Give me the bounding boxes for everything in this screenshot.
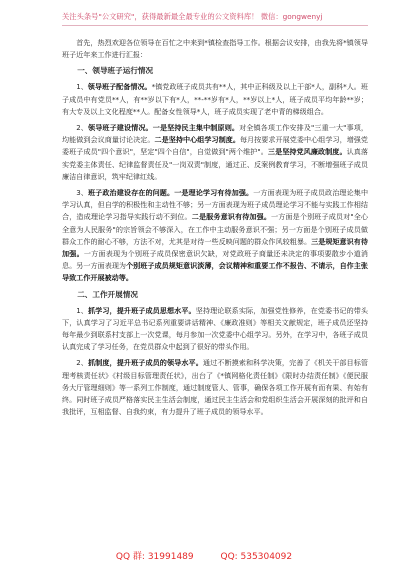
section-heading-1: 一、领导班子运行情况 — [77, 66, 154, 76]
paragraph-5: 2、抓制度，提升班子成员的领导水平。通过不断摸索和科学决策，完善了《机关干部目标管理考核责任状》《村级目标管理责任状》，出台了《*镇网格化责任制》《限时办结责任制》《便民服务大厅管理细则》等一系列工作制度，通过制度管人、管事，确保各项工作开展有而有果、有始有终。同时班子成员严格落实民主生活会制度，通过民主生活会和党组织生活会开展深刻的批评和自我批评，互相监督、自我约束，有力提升了班子成员的领导水平。 — [62, 358, 368, 417]
document-body — [62, 37, 368, 536]
paragraph-2: 2、领导班子建设情况。一是坚持民主集中制原则。对全镇各项工作安排及"三重一大"事项，均能做到会议商量讨论决定。二是坚持中心组学习制度。每月按要求开展党委中心组学习，增强党委班子成员"四个意识"，坚定"四个自信"，自觉做到"两个维护"。三是坚持党风廉政制度。认真落实党委主体责任、纪律监督责任及"一岗双责"制度，通过正、反案例教育学习，不断增强班子成员廉洁自律意识，筑牢纪律红线。 — [62, 123, 368, 181]
intro-paragraph: 首先，热烈欢迎各位领导在百忙之中来到*镇检查指导工作。根据会议安排，由我先将*镇领导班子近年来工作进行汇报： — [62, 38, 368, 60]
paragraph-4: 1、抓学习，提升班子成员思想水平。坚持理论联系实际，加强党性修养，在党委书记的带头下，认真学习了习近平总书记系列重要讲话精神、《廉政准则》等相关文献规定，班子成员还坚持每年最少到联系村支部上一次党课，每月参加一次党委中心组学习。另外，在学习中，各班子成员认真完成了学习任务，在党员群众中起到了很好的带头作用。 — [62, 305, 368, 352]
section-heading-2: 二、工作开展情况 — [77, 289, 138, 299]
paragraph-3: 3、班子政治建设存在的问题。一是理论学习有待加强。一方面表现为班子成员政治理论集中学习认真，但自学的积极性和主动性不够；另一方面表现为班子成员理论学习不能与实践工作相结合，造成理论学习指导实践行动不到位。二是服务意识有待加强。一方面是个别班子成员对"全心全意为人民服务"的宗旨领会不够深入，在工作中主动服务意识不强；另一方面是个别班子成员做群众工作的耐心不够，方法不对，尤其是对待一些反映问题的群众作风较粗暴。三是规矩意识有待加强。一方面表现为个别班子成员保密意识欠缺，对党政班子商量还未决定的事项要散步小道消息。另一方面表现为个别班子成员规矩意识淡薄，会议精神和重要工作不报告、不请示，自作主张导致工作开展被动等。 — [62, 188, 368, 283]
paragraph-1: 1、领导班子配备情况。*镇党政班子成员共有**人，其中正科级及以上干部*人，副科*人。班子成员中有党员**人，有**岁以下有*人，**-**岁有*人，**岁以上*人，班子成员平均年龄**岁；有大专及以上文化程度**人。配备女性领导*人，班子成员实现了老中青的梯级组合。 — [62, 82, 368, 116]
header-ad: 关注头条号"公文研究"，获得最新最全最专业的公文资料库！ 微信：gongwenyj — [62, 12, 323, 21]
header-divider — [62, 25, 368, 26]
footer-contact — [0, 550, 408, 564]
qq-number: QQ: 535304092 — [220, 552, 293, 562]
qq-group: QQ 群: 31991489 — [115, 552, 194, 562]
